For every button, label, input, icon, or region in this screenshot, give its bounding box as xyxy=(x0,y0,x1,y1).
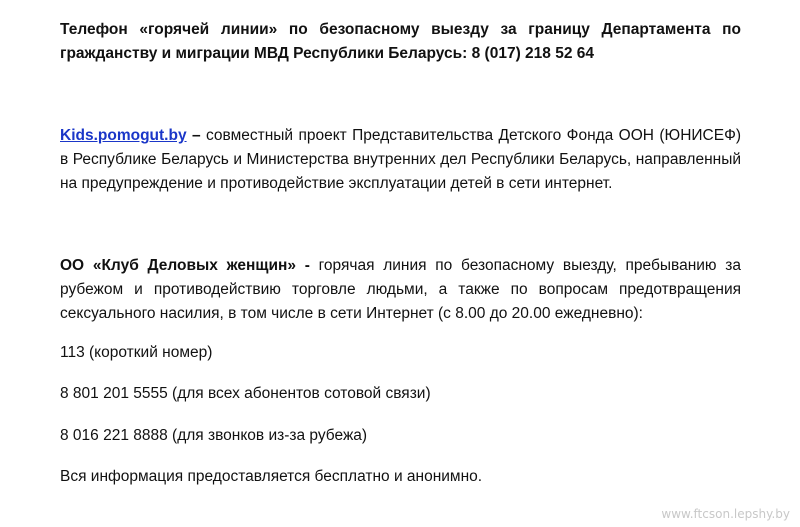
phone-abroad: 8 016 221 8888 (для звонков из-за рубежа) xyxy=(60,427,368,444)
hotline-paragraph xyxy=(60,18,741,66)
hotline-text: Телефон «горячей линии» по безопасному выезду за границу Департамента по гражданству и миграции МВД Республики Беларусь: 8 (017) 218 52 64 xyxy=(60,21,741,62)
kids-paragraph xyxy=(60,124,741,196)
footer-note: Вся информация предоставляется бесплатно и анонимно. xyxy=(60,468,483,485)
club-name: ОО «Клуб Деловых женщин» - xyxy=(60,257,310,274)
phone-mobile: 8 801 201 5555 (для всех абонентов сотовой связи) xyxy=(60,385,431,402)
club-description: горячая линия по безопасному выезду, пребыванию за рубежом и противодействию торговле людьми, а также по вопросам предотвращения сексуального насилия, в том числе в сети Интернет (с 8.00 до 20.00 ежедневно): xyxy=(60,257,742,322)
kids-description: совместный проект Представительства Детского Фонда ООН (ЮНИСЕФ) в Республике Беларусь и Министерства внутренних дел Республики Беларусь, направленный на предупреждение и противодействие эксплуатации детей в сети интернет. xyxy=(60,127,742,192)
kids-pomogut-link[interactable]: Kids.pomogut.by xyxy=(60,127,187,144)
club-paragraph xyxy=(60,254,741,326)
kids-dash: – xyxy=(186,127,206,144)
phone-short: 113 (короткий номер) xyxy=(60,344,213,361)
site-watermark: www.ftcson.lepshy.by xyxy=(661,507,790,521)
